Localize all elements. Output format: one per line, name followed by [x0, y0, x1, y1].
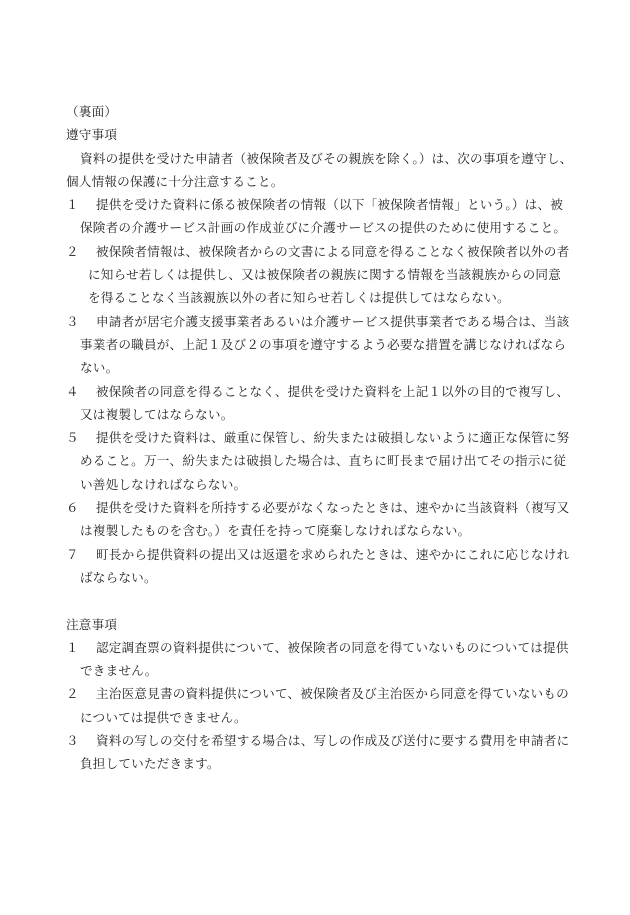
item-number: ５ — [66, 430, 79, 446]
compliance-item-1 — [66, 193, 566, 240]
item-number: １ — [66, 639, 79, 655]
item-number: ２ — [66, 686, 79, 702]
compliance-item-line: に知らせ若しくは提供し、又は被保険者の親族に関する情報を当該親族からの同意 — [88, 267, 561, 283]
item-text: 提供を受けた資料は、厳重に保管し、紛失または破損しないように適正な保管に努 — [96, 430, 570, 446]
notes-item-1 — [66, 636, 569, 683]
item-text: 提供を受けた資料を所持する必要がなくなったときは、速やかに当該資料（複写又 — [96, 500, 570, 516]
notes-item-line — [66, 682, 569, 705]
section-spacer — [66, 589, 566, 612]
compliance-item-3 — [66, 310, 570, 380]
compliance-item-line: 事業者の職員が、上記１及び２の事項を遵守するよう必要な措置を講じなければなら — [80, 336, 567, 352]
compliance-item-line — [66, 496, 570, 519]
item-text: 主治医意見書の資料提供について、被保険者及び主治医から同意を得ていないもの — [96, 686, 569, 702]
item-text: 被保険者情報は、被保険者からの文書による同意を得ることなく被保険者以外の者 — [96, 243, 570, 259]
compliance-item-line: を得ることなく当該親族以外の者に知らせ若しくは提供してはならない。 — [88, 290, 510, 306]
compliance-item-line: 又は複製してはならない。 — [80, 406, 234, 422]
notes-item-2 — [66, 682, 569, 729]
item-number: ３ — [66, 313, 79, 329]
document-body — [66, 100, 573, 776]
compliance-item-line: は複製したものを含む。）を責任を持って廃棄しなければならない。 — [80, 523, 471, 539]
notes-item-line: できません。 — [80, 663, 158, 679]
item-number: ２ — [66, 243, 79, 259]
compliance-heading: 遵守事項 — [66, 127, 118, 143]
notes-heading: 注意事項 — [66, 616, 118, 632]
notes-item-line — [66, 636, 569, 659]
compliance-item-line: い善処しなければならない。 — [80, 476, 247, 492]
compliance-item-line — [66, 310, 570, 333]
compliance-item-6 — [66, 496, 570, 543]
notes-item-line: 負担していただきます。 — [80, 756, 220, 772]
compliance-item-line — [66, 426, 570, 449]
compliance-item-line — [66, 193, 566, 216]
compliance-intro-line: 個人情報の保護に十分注意すること。 — [66, 173, 284, 189]
item-number: ３ — [66, 733, 79, 749]
item-text: 認定調査票の資料提供について、被保険者の同意を得ていないものについては提供 — [96, 639, 569, 655]
item-number: ６ — [66, 500, 79, 516]
compliance-item-2 — [66, 240, 570, 310]
notes-item-line — [66, 729, 570, 752]
compliance-item-line: 保険者の介護サービス計画の作成並びに介護サービスの提供のために使用すること。 — [80, 220, 567, 236]
compliance-item-line: ない。 — [80, 360, 119, 376]
notes-item-line: については提供できません。 — [80, 709, 247, 725]
back-side-label: （裏面） — [66, 104, 118, 119]
compliance-item-line — [66, 543, 570, 566]
item-text: 申請者が居宅介護支援事業者あるいは介護サービス提供事業者である場合は、当該 — [96, 313, 570, 329]
item-number: ４ — [66, 383, 79, 399]
item-text: 被保険者の同意を得ることなく、提供を受けた資料を上記１以外の目的で複写し、 — [96, 383, 570, 399]
compliance-intro-line: 資料の提供を受けた申請者（被保険者及びその親族を除く。）は、次の事項を遵守し、 — [80, 150, 573, 166]
item-text: 町長から提供資料の提出又は返還を求められたときは、速やかにこれに応じなけれ — [96, 546, 570, 562]
compliance-item-4 — [66, 380, 570, 427]
compliance-item-5 — [66, 426, 570, 496]
item-text: 提供を受けた資料に係る被保険者の情報（以下「被保険者情報」という。）は、被 — [96, 197, 564, 213]
notes-item-3 — [66, 729, 570, 776]
item-number: ７ — [66, 546, 79, 562]
compliance-item-line — [66, 380, 570, 403]
compliance-item-7 — [66, 543, 570, 590]
compliance-item-line: ばならない。 — [80, 569, 157, 585]
item-number: １ — [66, 197, 79, 213]
item-text: 資料の写しの交付を希望する場合は、写しの作成及び送付に要する費用を申請者に — [96, 733, 570, 749]
compliance-item-line — [66, 240, 570, 263]
compliance-item-line: めること。万一、紛失または破損した場合は、直ちに町長まで届け出てその指示に従 — [80, 453, 567, 469]
